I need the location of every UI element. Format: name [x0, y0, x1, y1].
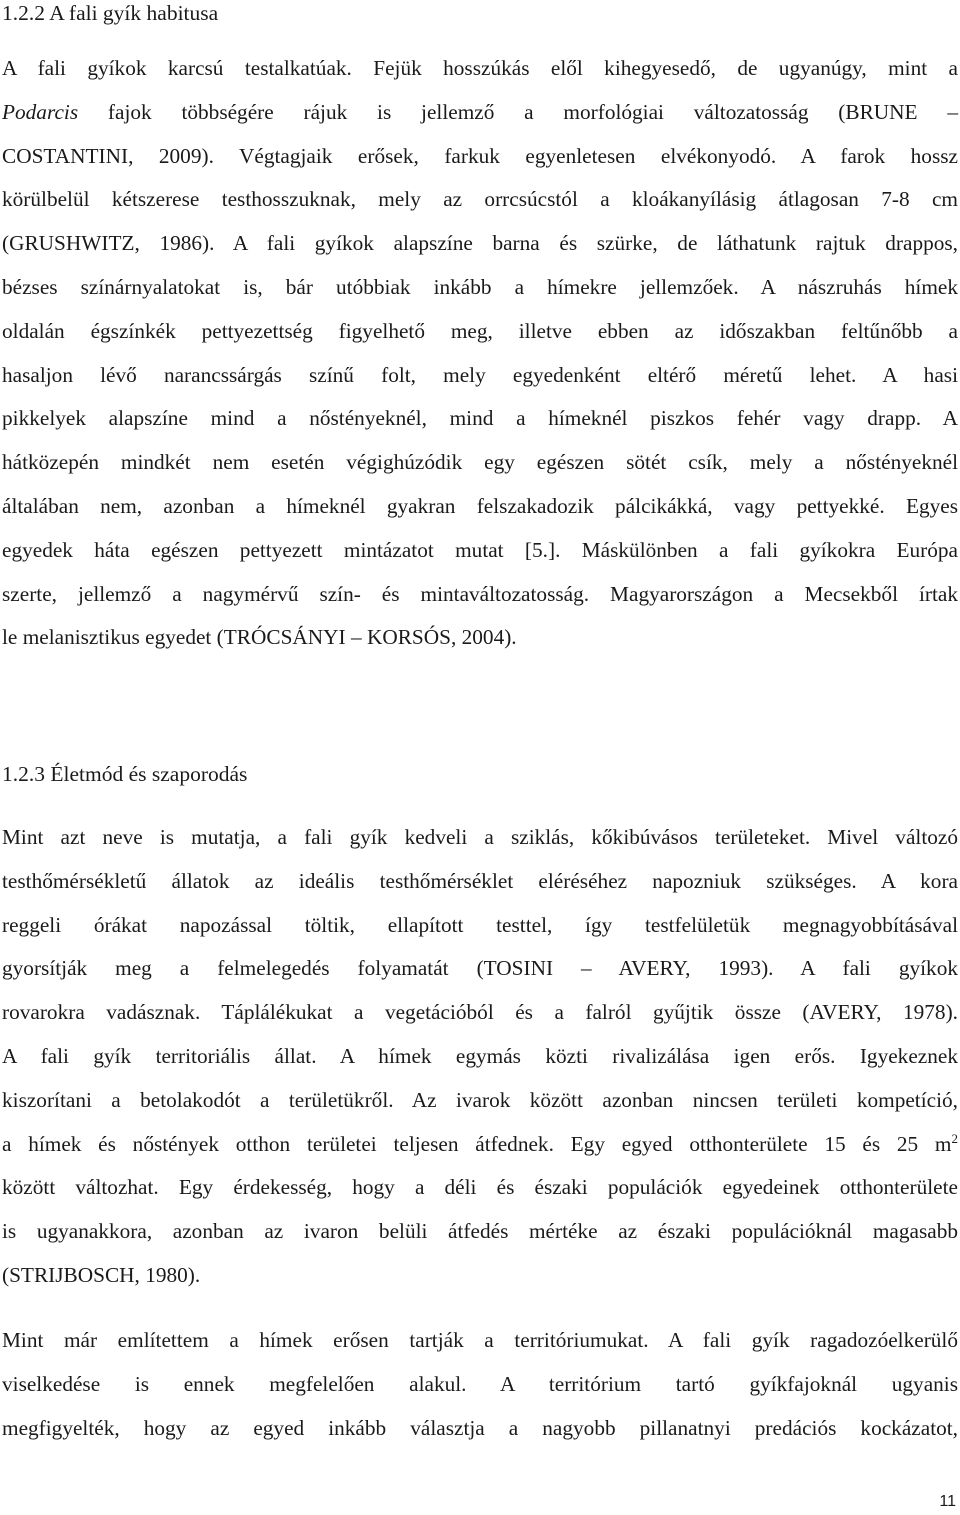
text-line: oldalán égszínkék pettyezettség figyelhető meg, illetve ebben az időszakban feltűnőbb a: [2, 318, 958, 343]
text-line: általában nem, azonban a hímeknél gyakran felszakadozik pálcikákká, vagy pettyekké. Egyes: [2, 493, 958, 518]
text-line: Mint azt neve is mutatja, a fali gyík kedveli a sziklás, kőkibúvásos területeket. Mivel változó: [2, 825, 958, 849]
text-line: viselkedése is ennek megfelelően alakul. A territórium tartó gyíkfajoknál ugyanis: [2, 1371, 958, 1396]
text-line: Podarcis fajok többségére rájuk is jellemző a morfológiai változatosság (BRUNE –: [2, 99, 958, 124]
text-line: egyedek háta egészen pettyezett mintázatot mutat [5.]. Máskülönben a fali gyíkokra Európa: [2, 537, 958, 562]
text-line: megfigyelték, hogy az egyed inkább választja a nagyobb pillanatnyi predációs kockázatot,: [2, 1415, 958, 1440]
text-line: reggeli órákat napozással töltik, ellapított testtel, így testfelületük megnagyobbításával: [2, 912, 958, 937]
paragraph-eletmod-1: [2, 824, 958, 1306]
text-line: hasaljon lévő narancssárgás színű folt, mely egyedenként eltérő méretű lehet. A hasi: [2, 362, 958, 387]
text-line: COSTANTINI, 2009). Végtagjaik erősek, farkuk egyenletesen elvékonyodó. A farok hossz: [2, 143, 958, 168]
text-line: rovarokra vadásznak. Táplálékukat a vegetációból és a falról gyűjtik össze (AVERY, 1978).: [2, 1000, 958, 1025]
text-line: is ugyanakkora, azonban az ivaron belüli átfedés mértéke az északi populációknál magasabb: [2, 1219, 958, 1244]
text-line: bézses színárnyalatokat is, bár utóbbiak inkább a hímekre jellemzőek. A nászruhás hímek: [2, 274, 958, 299]
section-heading-habitus: 1.2.2 A fali gyík habitusa: [2, 1, 219, 25]
text-line: hátközepén mindkét nem esetén végighúzódik egy egészen sötét csík, mely a nőstényeknél: [2, 450, 958, 475]
text-line: (STRIJBOSCH, 1980).: [2, 1262, 201, 1287]
text-line: le melanisztikus egyedet (TRÓCSÁNYI – KORSÓS, 2004).: [2, 625, 517, 650]
text-line: A fali gyíkok karcsú testalkatúak. Fejük hosszúkás elől kihegyesedő, de ugyanúgy, mint a: [2, 56, 958, 80]
text-line: körülbelül kétszerese testhosszuknak, mely az orrcsúcstól a kloákanyílásig átlagosan 7-8 cm: [2, 187, 958, 212]
text-line: a hímek és nőstények otthon területei teljesen átfednek. Egy egyed otthonterülete 15 és 25 $m^2$: [2, 1130, 958, 1156]
section-heading-eletmod: 1.2.3 Életmód és szaporodás: [2, 762, 248, 786]
text-line: kiszorítani a betolakodót a területükről. Az ivarok között azonban nincsen területi kompetíció,: [2, 1087, 958, 1112]
text-line: testhőmérsékletű állatok az ideális testhőmérséklet eléréséhez napozniuk szükséges. A kora: [2, 868, 958, 893]
italic-genus-name: Podarcis: [2, 99, 79, 124]
page-number: 11: [939, 1493, 956, 1510]
text-line: Mint már említettem a hímek erősen tartják a territóriumukat. A fali gyík ragadozóelkerülő: [2, 1328, 958, 1352]
text-line: pikkelyek alapszíne mind a nőstényeknél, mind a hímeknél piszkos fehér vagy drapp. A: [2, 406, 958, 431]
text-line: között változhat. Egy érdekesség, hogy a déli és északi populációk egyedeinek otthonterülete: [2, 1175, 958, 1200]
text-line: gyorsítják meg a felmelegedés folyamatát (TOSINI – AVERY, 1993). A fali gyíkok: [2, 956, 958, 981]
text-line: A fali gyík territoriális állat. A hímek egymás közti rivalizálása igen erős. Igyekeznek: [2, 1043, 958, 1068]
paragraph-eletmod-2: [2, 1327, 958, 1458]
superscript-exponent: 2: [951, 1130, 958, 1146]
paragraph-habitus: [2, 55, 958, 668]
text-line: szerte, jellemző a nagymérvű szín- és mintaváltozatosság. Magyarországon a Mecsekből írtak: [2, 581, 958, 606]
text-line: (GRUSHWITZ, 1986). A fali gyíkok alapszíne barna és szürke, de láthatunk rajtuk drappos,: [2, 231, 958, 256]
